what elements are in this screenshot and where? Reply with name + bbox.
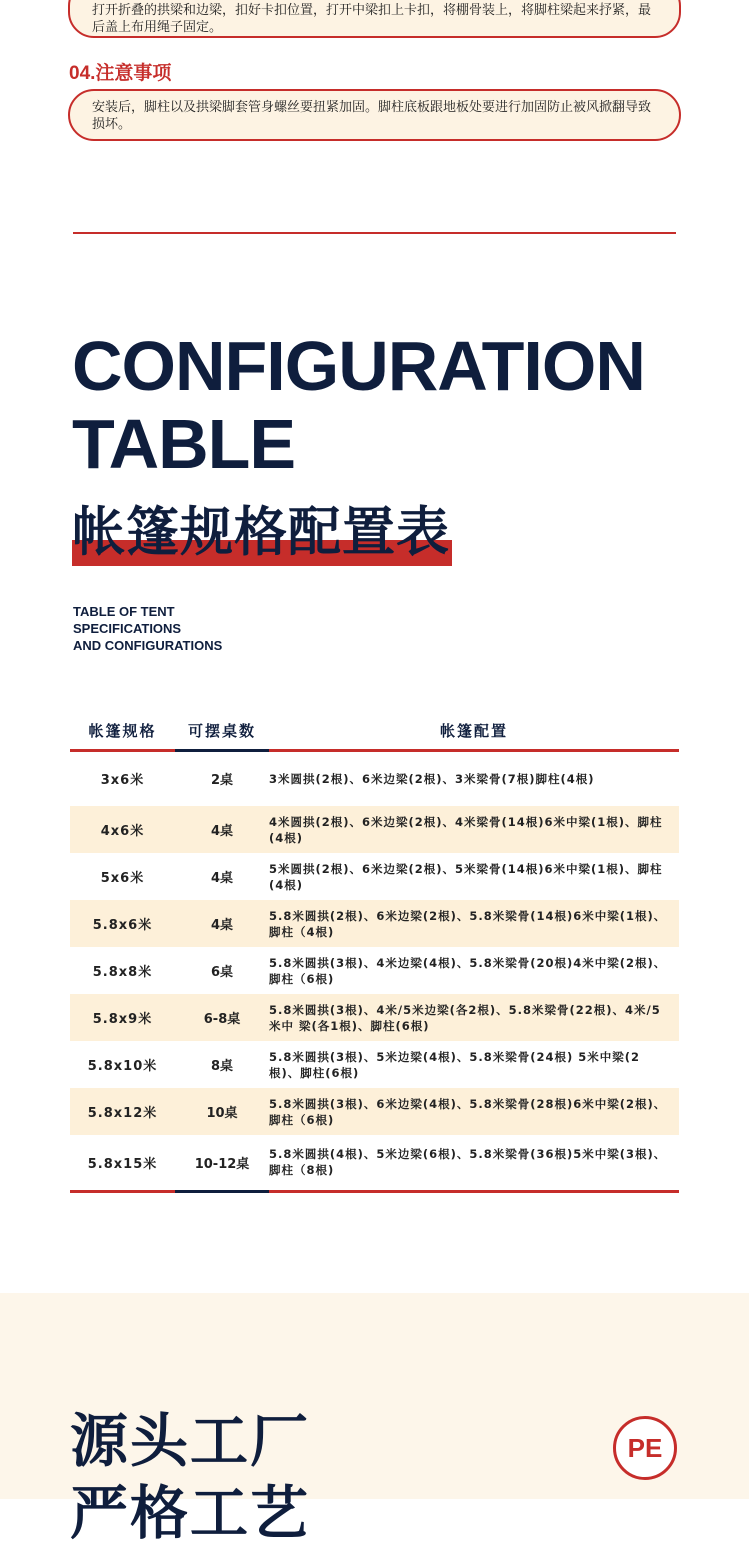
cell-tables: 10-12桌 bbox=[175, 1135, 269, 1191]
cell-size: 3x6米 bbox=[100, 773, 145, 789]
cell-size: 5.8x9米 bbox=[70, 994, 175, 1041]
cell-tables: 6-8桌 bbox=[175, 994, 269, 1041]
cell-tables: 4桌 bbox=[210, 871, 234, 886]
cell-size: 5.8x12米 bbox=[70, 1088, 175, 1135]
table-row bbox=[70, 947, 679, 994]
table-header-row bbox=[70, 712, 679, 750]
cell-config: 5.8米圆拱(3根)、6米边梁(4根)、5.8米梁骨(28根)6米中梁(2根)、脚柱（6根) bbox=[269, 1088, 679, 1135]
pe-badge-label: PE bbox=[627, 1432, 663, 1463]
header-size: 帐篷规格 bbox=[70, 712, 175, 750]
cell-size: 5.8x15米 bbox=[70, 1135, 175, 1191]
table-row bbox=[70, 806, 679, 853]
notes-heading: 04.注意事项 bbox=[69, 63, 172, 84]
factory-title-line2: 严格工艺 bbox=[70, 1479, 311, 1547]
subtitle-line: AND CONFIGURATIONS bbox=[73, 638, 223, 653]
cell-size: 5.8x10米 bbox=[87, 1059, 158, 1074]
cell-config: 5米圆拱(2根)、6米边梁(2根)、5米梁骨(14根)6米中梁(1根)、脚柱(4根) bbox=[269, 861, 663, 892]
table-row bbox=[70, 1135, 679, 1191]
cn-title: 帐篷规格配置表 bbox=[72, 502, 450, 563]
cell-size: 4x6米 bbox=[70, 806, 175, 853]
factory-title-line1: 源头工厂 bbox=[70, 1407, 311, 1475]
notes-pill bbox=[68, 89, 681, 141]
config-subtitle bbox=[73, 603, 373, 654]
table-row bbox=[70, 900, 679, 947]
table-row bbox=[70, 853, 679, 900]
cell-config: 4米圆拱(2根)、6米边梁(2根)、4米梁骨(14根)6米中梁(1根)、脚柱(4根) bbox=[269, 806, 679, 853]
table-row bbox=[70, 1088, 679, 1135]
cell-config: 5.8米圆拱(2根)、6米边梁(2根)、5.8米梁骨(14根)6米中梁(1根)、脚柱（4根) bbox=[269, 900, 679, 947]
config-title-line1: CONFIGURATION bbox=[72, 327, 645, 405]
section-divider bbox=[73, 232, 676, 234]
cell-tables: 8桌 bbox=[210, 1059, 234, 1074]
cell-config: 5.8米圆拱(3根)、4米边梁(4根)、5.8米梁骨(20根)4米中梁(2根)、脚柱（6根) bbox=[269, 955, 667, 986]
cell-config: 5.8米圆拱(3根)、5米边梁(4根)、5.8米梁骨(24根) 5米中梁(2根)、脚柱(6根) bbox=[269, 1049, 641, 1080]
install-step-pill bbox=[68, 0, 681, 38]
table-row bbox=[70, 1041, 679, 1088]
cell-tables: 4桌 bbox=[175, 900, 269, 947]
cell-config: 3米圆拱(2根)、6米边梁(2根)、3米梁骨(7根)脚柱(4根) bbox=[269, 771, 595, 786]
install-step-text: 打开折叠的拱梁和边梁，扣好卡扣位置，打开中梁扣上卡扣，将棚骨装上，将脚柱梁起来抒紧，最后盖上布用绳子固定。 bbox=[92, 3, 652, 35]
spec-table bbox=[70, 712, 679, 1193]
table-row bbox=[70, 994, 679, 1041]
cell-config: 5.8米圆拱(3根)、4米/5米边梁(各2根)、5.8米梁骨(22根)、4米/5米中 梁(各1根)、脚柱(6根) bbox=[269, 994, 679, 1041]
factory-title bbox=[70, 1405, 310, 1549]
subtitle-line: SPECIFICATIONS bbox=[73, 621, 182, 636]
cell-tables: 2桌 bbox=[210, 773, 234, 789]
pe-badge-icon bbox=[613, 1416, 677, 1480]
notes-text: 安装后，脚柱以及拱梁脚套管身螺丝要扭紧加固。脚柱底板跟地板处要进行加固防止被风掀翻导致损坏。 bbox=[92, 100, 652, 132]
cell-config: 5.8米圆拱(4根)、5米边梁(6根)、5.8米梁骨(36根)5米中梁(3根)、脚柱（8根) bbox=[269, 1135, 679, 1191]
factory-section bbox=[0, 1293, 749, 1547]
cell-size: 5.8x8米 bbox=[92, 965, 153, 980]
header-config: 帐篷配置 bbox=[269, 712, 679, 750]
table-row bbox=[70, 750, 679, 806]
cell-tables: 4桌 bbox=[175, 806, 269, 853]
cell-tables: 6桌 bbox=[210, 965, 234, 980]
header-tables: 可摆桌数 bbox=[175, 712, 269, 750]
subtitle-line: TABLE OF TENT bbox=[73, 604, 175, 619]
config-title-line2: TABLE bbox=[72, 405, 296, 483]
cell-size: 5x6米 bbox=[100, 871, 145, 886]
cell-tables: 10桌 bbox=[175, 1088, 269, 1135]
cn-title-block bbox=[72, 502, 450, 564]
cell-size: 5.8x6米 bbox=[70, 900, 175, 947]
